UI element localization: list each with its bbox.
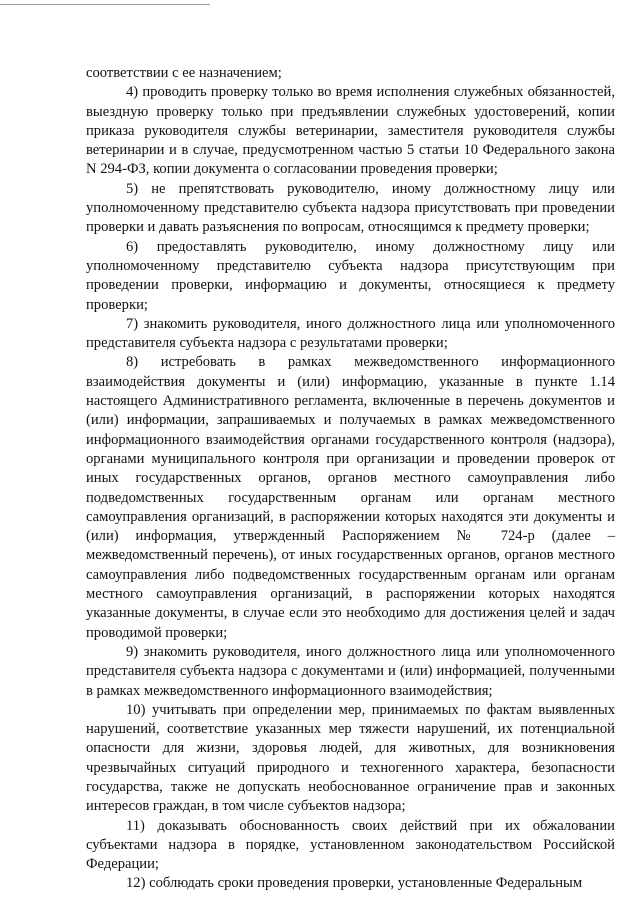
- item-7: 7) знакомить руководителя, иного должностного лица или уполномоченного представителя субъекта надзора с результатами проверки;: [86, 315, 615, 352]
- top-rule: [0, 4, 210, 5]
- lead-line: соответствии с ее назначением;: [86, 65, 282, 81]
- document-page: [86, 64, 615, 894]
- item-11: 11) доказывать обоснованность своих действий при их обжаловании субъектами надзора в порядке, установленном законодательством Российской Федерации;: [86, 817, 615, 873]
- item-5: 5) не препятствовать руководителю, иному должностному лицу или уполномоченному представителю субъекта надзора присутствовать при проведении проверки и давать разъяснения по вопросам, относящимся к предмету проверки;: [86, 180, 615, 236]
- item-4: 4) проводить проверку только во время исполнения служебных обязанностей, выездную проверку только при предъявлении служебных удостоверений, копии приказа руководителя службы ветеринарии, заместителя руководителя службы ветеринарии и в случае, предусмотренном частью 5 статьи 10 Федерального закона N 294-ФЗ, копии документа о согласовании проведения проверки;: [86, 84, 615, 178]
- item-6: 6) предоставлять руководителю, иному должностному лицу или уполномоченному представителю субъекта надзора присутствующим при проведении проверки, информацию и документы, относящиеся к предмету проверки;: [86, 238, 615, 313]
- item-9: 9) знакомить руководителя, иного должностного лица или уполномоченного представителя субъекта надзора с документами и (или) информацией, полученными в рамках межведомственного информационного взаимодействия;: [86, 643, 615, 699]
- item-10: 10) учитывать при определении мер, принимаемых по фактам выявленных нарушений, соответствие указанных мер тяжести нарушений, их потенциальной опасности для жизни, здоровья людей, для животных, для возникновения чрезвычайных ситуаций природного и техногенного характера, безопасности государства, также не допускать необоснованное ограничение прав и законных интересов граждан, в том числе субъектов надзора;: [86, 701, 615, 815]
- item-12: 12) соблюдать сроки проведения проверки, установленные Федеральным: [126, 875, 583, 892]
- item-8: 8) истребовать в рамках межведомственного информационного взаимодействия документы и (или) информацию, указанные в пункте 1.14 настоящего Административного регламента, включенные в перечень документов и (или) информации, запрашиваемых и получаемых в рамках межведомственного информационного взаимодействия органами государственного контроля (надзора), органами муниципального контроля при организации и проведении проверок от иных государственных органов, органов местного самоуправления либо подведомственных государственным органам или органам местного самоуправления организаций, в распоряжении которых находятся эти документы и (или) информация, утвержденный Распоряжением № 724-р (далее – межведомственный перечень), от иных государственных органов, органов местного самоуправления либо подведомственных государственным органам или органам местного самоуправления организаций, в распоряжении которых находятся указанные документы, в случае если это необходимо для достижения целей и задач проводимой проверки;: [86, 354, 615, 641]
